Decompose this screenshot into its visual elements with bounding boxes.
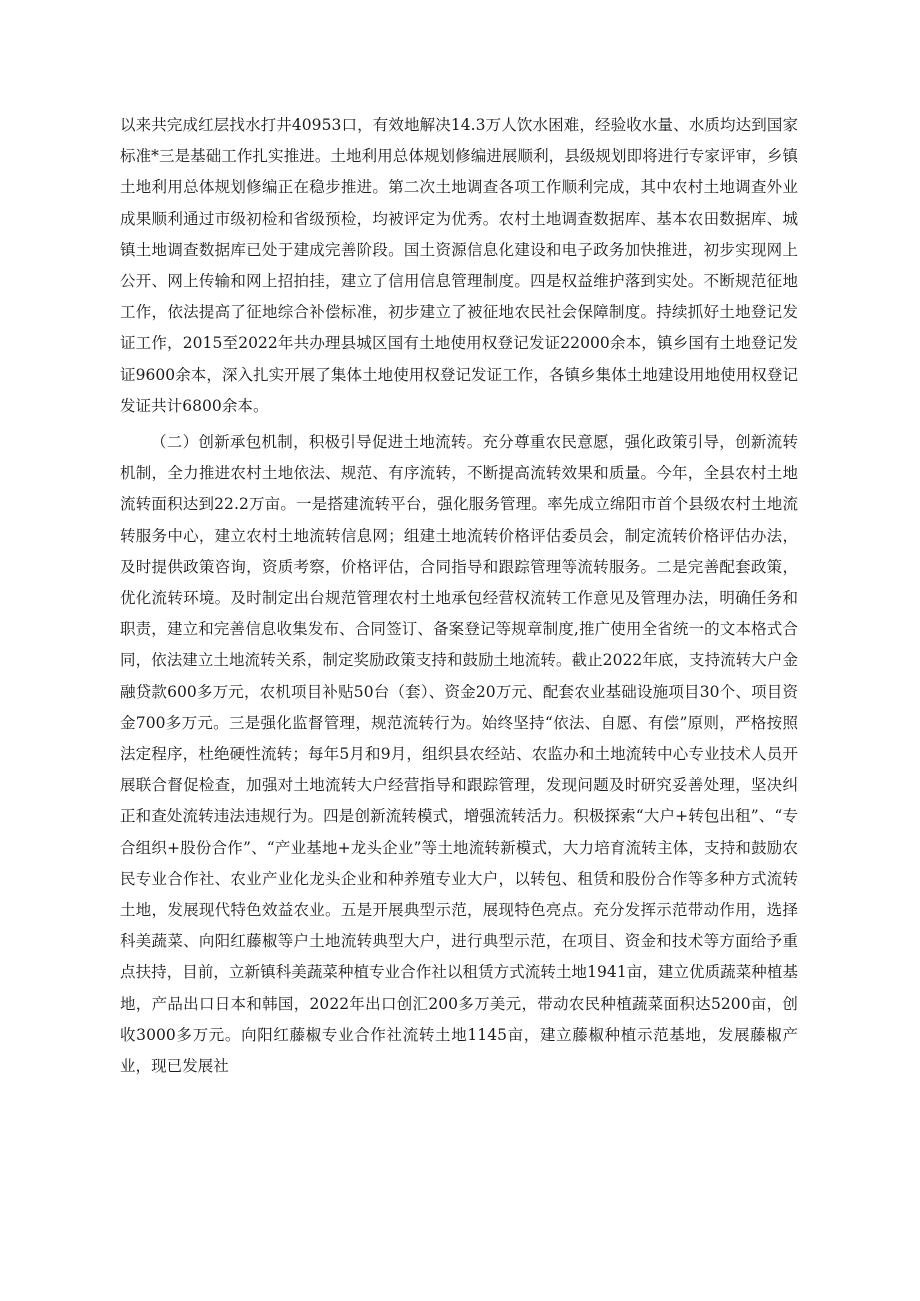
paragraph-1: 以来共完成红层找水打井40953口，有效地解决14.3万人饮水困难，经验收水量、水质均达到国家标准*三是基础工作扎实推进。土地利用总体规划修编进展顺利，县级规划即将进行专家评审，乡镇土地利用总体规划修编正在稳步推进。第二次土地调查各项工作顺利完成，其中农村土地调查外业成果顺利通过市级初检和省级预检，均被评定为优秀。农村土地调查数据库、基本农田数据库、城镇土地调查数据库已处于建成完善阶段。国土资源信息化建设和电子政务加快推进，初步实现网上公开、网上传输和网上招拍挂，建立了信用信息管理制度。四是权益维护落到实处。不断规范征地工作，依法提高了征地综合补偿标准，初步建立了被征地农民社会保障制度。持续抓好土地登记发证工作，2015至2022年共办理县城区国有土地使用权登记发证22000余本，镇乡国有土地登记发证9600余本，深入扎实开展了集体土地使用权登记发证工作，各镇乡集体土地建设用地使用权登记发证共计6800余本。: [120, 116, 798, 415]
document-page: [120, 110, 798, 1082]
paragraph-2: （二）创新承包机制，积极引导促进土地流转。充分尊重农民意愿，强化政策引导，创新流转机制，全力推进农村土地依法、规范、有序流转，不断提高流转效果和质量。今年，全县农村土地流转面积达到22.2万亩。一是搭建流转平台，强化服务管理。率先成立绵阳市首个县级农村土地流转服务中心，建立农村土地流转信息网；组建土地流转价格评估委员会，制定流转价格评估办法，及时提供政策咨询，资质考察，价格评估，合同指导和跟踪管理等流转服务。二是完善配套政策，优化流转环境。及时制定出台规范管理农村土地承包经营权流转工作意见及管理办法，明确任务和职责，建立和完善信息收集发布、合同签订、备案登记等规章制度,推广使用全省统一的文本格式合同，依法建立土地流转关系，制定奖励政策支持和鼓励土地流转。截止2022年底，支持流转大户金融贷款600多万元，农机项目补贴50台（套）、资金20万元、配套农业基础设施项目30个、项目资金700多万元。三是强化监督管理，规范流转行为。始终坚持“依法、自愿、有偿”原则，严格按照法定程序，杜绝硬性流转；每年5月和9月，组织县农经站、农监办和土地流转中心专业技术人员开展联合督促检查，加强对土地流转大户经营指导和跟踪管理，发现问题及时研究妥善处理，坚决纠正和查处流转违法违规行为。四是创新流转模式，增强流转活力。积极探索“大户+转包出租”、“专合组织+股份合作”、“产业基地+龙头企业”等土地流转新模式，大力培育流转主体，支持和鼓励农民专业合作社、农业产业化龙头企业和种养殖专业大户，以转包、租赁和股份合作等多种方式流转土地，发展现代特色效益农业。五是开展典型示范，展现特色亮点。充分发挥示范带动作用，选择科美蔬菜、向阳红藤椒等户土地流转典型大户，进行典型示范，在项目、资金和技术等方面给予重点扶持，目前，立新镇科美蔬菜种植专业合作社以租赁方式流转土地1941亩，建立优质蔬菜种植基地，产品出口日本和韩国，2022年出口创汇200多万美元，带动农民种植蔬菜面积达5200亩，创收3000多万元。向阳红藤椒专业合作社流转土地1145亩，建立藤椒种植示范基地，发展藤椒产业，现已发展社: [120, 433, 798, 1076]
